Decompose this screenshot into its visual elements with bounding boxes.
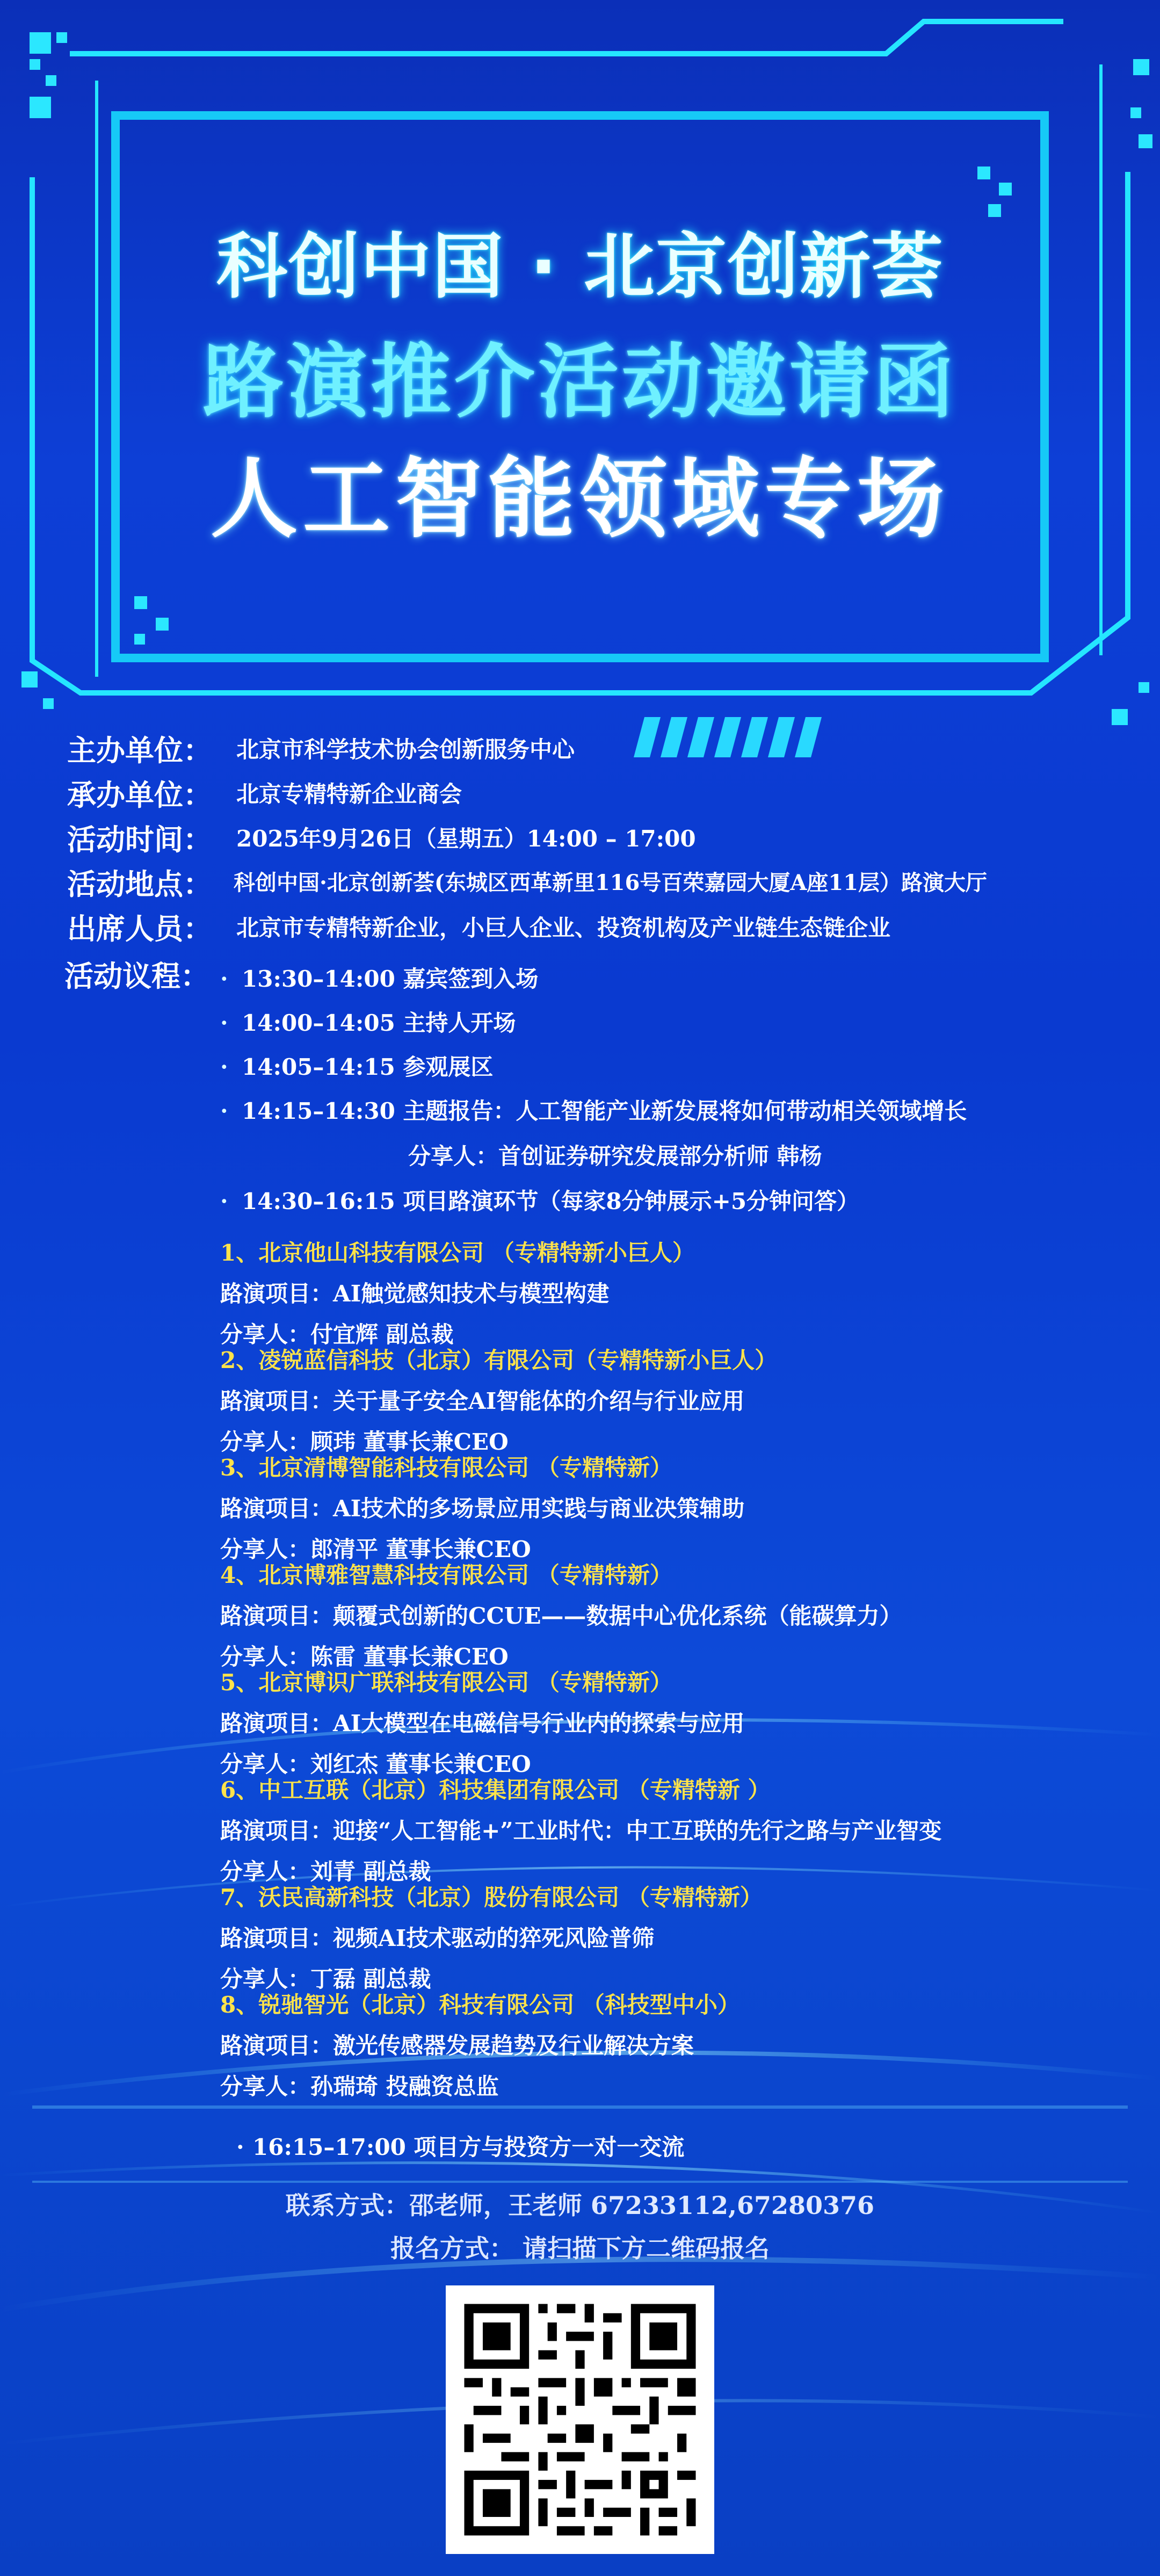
company-name: 1、北京他山科技有限公司 （专精特新小巨人） bbox=[220, 1240, 695, 1266]
info-value: 2025年9月26日（星期五）14:00 – 17:00 bbox=[236, 826, 696, 852]
company-project: 路演项目：激光传感器发展趋势及行业解决方案 bbox=[220, 2032, 694, 2059]
info-label: 主办单位： bbox=[67, 734, 212, 768]
company-speaker: 分享人：刘红杰 董事长兼CEO bbox=[220, 1751, 531, 1777]
bullet-icon: · bbox=[220, 1054, 228, 1080]
company-project: 路演项目：迎接“人工智能+”工业时代：中工互联的先行之路与产业智变 bbox=[220, 1818, 942, 1844]
company-block bbox=[220, 1558, 902, 1671]
signup-info: 报名方式： 请扫描下方二维码报名 bbox=[390, 2234, 770, 2263]
contact-info: 联系方式：邵老师，王老师 67233112,67280376 bbox=[285, 2191, 875, 2220]
company-project: 路演项目：视频AI技术驱动的猝死风险普筛 bbox=[220, 1925, 655, 1951]
qr-code-icon[interactable] bbox=[446, 2285, 714, 2554]
company-speaker: 分享人：丁磊 副总裁 bbox=[220, 1966, 431, 1992]
bullet-icon: · bbox=[236, 2134, 244, 2160]
company-name: 5、北京博识广联科技有限公司 （专精特新） bbox=[220, 1669, 672, 1696]
info-label: 出席人员： bbox=[67, 912, 212, 946]
company-speaker: 分享人：郎清平 董事长兼CEO bbox=[220, 1536, 531, 1562]
agenda-closing-item: · 16:15–17:00 项目方与投资方一对一交流 bbox=[236, 2134, 685, 2160]
agenda-item: · 14:05–14:15 参观展区 bbox=[220, 1054, 494, 1080]
title-line-1: 科创中国 · 北京创新荟 bbox=[216, 226, 944, 308]
bullet-icon: · bbox=[220, 1188, 228, 1214]
company-block bbox=[220, 1235, 695, 1349]
agenda-item: · 14:15–14:30 主题报告：人工智能产业新发展将如何带动相关领域增长 bbox=[220, 1098, 967, 1124]
company-block bbox=[220, 1665, 744, 1779]
company-project: 路演项目：AI触觉感知技术与模型构建 bbox=[220, 1280, 610, 1307]
company-project: 路演项目：关于量子安全AI智能体的介绍与行业应用 bbox=[220, 1388, 745, 1414]
info-value: 北京市科学技术协会创新服务中心 bbox=[236, 736, 575, 763]
info-label: 活动时间： bbox=[67, 823, 212, 857]
company-name: 7、沃民高新科技（北京）股份有限公司 （专精特新） bbox=[220, 1884, 763, 1911]
info-value: 科创中国·北京创新荟(东城区西革新里116号百荣嘉园大厦A座11层）路演大厅 bbox=[234, 870, 988, 895]
company-speaker: 分享人：刘青 副总裁 bbox=[220, 1858, 431, 1885]
company-name: 6、中工互联（北京）科技集团有限公司 （专精特新 ） bbox=[220, 1777, 771, 1803]
agenda-label: 活动议程： bbox=[64, 959, 209, 993]
company-project: 路演项目：AI技术的多场景应用实践与商业决策辅助 bbox=[220, 1495, 745, 1522]
company-block bbox=[220, 1880, 763, 1994]
company-speaker: 分享人：付宜辉 副总裁 bbox=[220, 1321, 454, 1348]
company-block bbox=[220, 1772, 942, 1886]
company-speaker: 分享人：顾玮 董事长兼CEO bbox=[220, 1429, 509, 1455]
company-block bbox=[220, 1450, 744, 1564]
company-block bbox=[220, 1343, 777, 1457]
title-line-2: 路演推介活动邀请函 bbox=[202, 336, 957, 429]
info-value: 北京专精特新企业商会 bbox=[236, 781, 462, 807]
title-line-3: 人工智能领域专场 bbox=[211, 449, 949, 550]
company-name: 3、北京清博智能科技有限公司 （专精特新） bbox=[220, 1455, 672, 1481]
company-project: 路演项目：颠覆式创新的CCUE——数据中心优化系统（能碳算力） bbox=[220, 1603, 902, 1629]
bullet-icon: · bbox=[220, 966, 228, 992]
company-name: 4、北京博雅智慧科技有限公司 （专精特新） bbox=[220, 1562, 672, 1588]
agenda-item: · 14:30–16:15 项目路演环节（每家8分钟展示+5分钟问答） bbox=[220, 1188, 860, 1214]
info-value: 北京市专精特新企业，小巨人企业、投资机构及产业链生态链企业 bbox=[236, 915, 891, 941]
agenda-item: · 14:00–14:05 主持人开场 bbox=[220, 1010, 516, 1036]
company-speaker: 分享人：陈雷 董事长兼CEO bbox=[220, 1644, 509, 1670]
keynote-speaker: 分享人：首创证券研究发展部分析师 韩杨 bbox=[408, 1143, 822, 1169]
company-name: 2、凌锐蓝信科技（北京）有限公司（专精特新小巨人） bbox=[220, 1347, 778, 1373]
bullet-icon: · bbox=[220, 1098, 228, 1124]
company-name: 8、锐驰智光（北京）科技有限公司 （科技型中小） bbox=[220, 1992, 740, 2018]
agenda-item: · 13:30–14:00 嘉宾签到入场 bbox=[220, 966, 539, 992]
company-project: 路演项目：AI大模型在电磁信号行业内的探索与应用 bbox=[220, 1710, 745, 1736]
info-label: 活动地点： bbox=[67, 867, 212, 901]
company-block bbox=[220, 1987, 740, 2101]
info-label: 承办单位： bbox=[67, 778, 212, 812]
company-speaker: 分享人：孙瑞琦 投融资总监 bbox=[220, 2073, 499, 2100]
bullet-icon: · bbox=[220, 1010, 228, 1036]
